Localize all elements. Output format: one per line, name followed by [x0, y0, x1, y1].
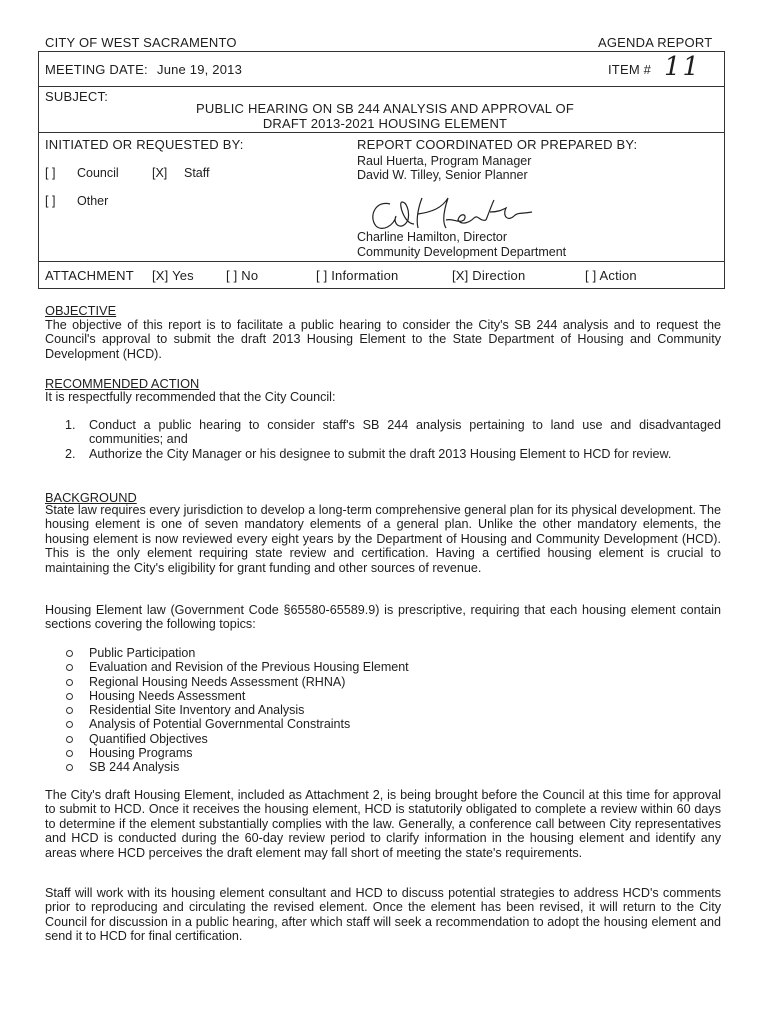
meeting-date-label: MEETING DATE:: [45, 62, 148, 77]
list-item: Quantified Objectives: [65, 732, 409, 746]
city-name: CITY OF WEST SACRAMENTO: [45, 35, 237, 50]
list-item: Regional Housing Needs Assessment (RHNA): [65, 675, 409, 689]
attachment-no: [ ] No: [226, 268, 259, 283]
background-paragraph-2: Housing Element law (Government Code §65580-65589.9) is prescriptive, requiring that each housing element contain sections covering the following topics:: [45, 603, 721, 632]
background-paragraph-4: Staff will work with its housing element consultant and HCD to discuss potential strategies to address HCD's comments prior to reproducing and circulating the revised element. Once the element has been revised, it will return to the City Council for discussion in a public hearing, after which staff will seek a recommendation to adopt the housing element and send it to HCD for final certification.: [45, 886, 721, 944]
subject-label: SUBJECT:: [45, 89, 109, 104]
recommended-action-list: [65, 418, 721, 461]
subject-line-1: PUBLIC HEARING ON SB 244 ANALYSIS AND APPROVAL OF: [195, 101, 575, 116]
objective-heading: OBJECTIVE: [45, 303, 117, 318]
divider: [38, 288, 725, 289]
action-option: [ ] Action: [585, 268, 637, 283]
initiated-label: INITIATED OR REQUESTED BY:: [45, 137, 244, 152]
council-checkbox: [ ]: [45, 166, 56, 180]
director-department: Community Development Department: [357, 245, 567, 259]
background-heading: BACKGROUND: [45, 490, 137, 505]
council-label: Council: [77, 166, 119, 180]
item-label: ITEM #: [608, 62, 652, 77]
recommended-action-intro: It is respectfully recommended that the City Council:: [45, 390, 336, 404]
report-type: AGENDA REPORT: [598, 35, 713, 50]
direction-option: [X] Direction: [452, 268, 526, 283]
item-number: 11: [664, 52, 702, 82]
other-label: Other: [77, 194, 109, 208]
list-item: [65, 447, 721, 461]
list-text: Authorize the City Manager or his designee to submit the draft 2013 Housing Element to HCD for review.: [89, 446, 672, 461]
list-item: Analysis of Potential Governmental Constraints: [65, 717, 409, 731]
preparer-1: Raul Huerta, Program Manager: [357, 154, 532, 168]
background-paragraph-3: The City's draft Housing Element, included as Attachment 2, is being brought before the Council at this time for approval to submit to HCD. Once it receives the housing element, HCD is statutorily obligated to complete a review within 60 days to determine if the element substantially complies with the law. Generally, a conference call between City representatives and HCD is conducted during the 60-day review period to clarify information in the housing element and identify any areas where HCD perceives the draft element may fall short of meeting the state's requirements.: [45, 788, 721, 860]
frame-left: [38, 51, 39, 288]
other-checkbox: [ ]: [45, 194, 56, 208]
divider: [38, 261, 725, 262]
topics-list: [65, 646, 409, 775]
director-name: Charline Hamilton, Director: [357, 230, 508, 244]
list-number: 1.: [65, 418, 76, 432]
list-item: Housing Needs Assessment: [65, 689, 409, 703]
background-paragraph-1: State law requires every jurisdiction to develop a long-term comprehensive general plan for its physical development. The housing element is one of seven mandatory elements of a general plan. Unlike the other mandatory elements, the housing element is now reviewed every eight years by the Department of Housing and Community Development (HCD). This is the only element requiring state review and certification. Having a certified housing element is crucial to maintaining the City's eligibility for grant funding and other sources of revenue.: [45, 503, 721, 575]
list-text: Conduct a public hearing to consider staff's SB 244 analysis pertaining to land use and disadvantaged communities; and: [89, 418, 721, 447]
recommended-action-heading: RECOMMENDED ACTION: [45, 376, 200, 391]
attachment-label: ATTACHMENT: [45, 268, 134, 283]
list-number: 2.: [65, 446, 76, 461]
staff-checkbox: [X]: [152, 166, 168, 180]
divider: [38, 86, 725, 87]
information-option: [ ] Information: [316, 268, 399, 283]
divider: [38, 132, 725, 133]
frame-right: [724, 51, 725, 288]
list-item: Residential Site Inventory and Analysis: [65, 703, 409, 717]
staff-label: Staff: [184, 166, 210, 180]
list-item: [65, 418, 721, 447]
attachment-yes: [X] Yes: [152, 268, 194, 283]
list-item: Evaluation and Revision of the Previous Housing Element: [65, 660, 409, 674]
list-item: Public Participation: [65, 646, 409, 660]
preparer-2: David W. Tilley, Senior Planner: [357, 168, 528, 182]
prepared-label: REPORT COORDINATED OR PREPARED BY:: [357, 137, 638, 152]
list-item: Housing Programs: [65, 746, 409, 760]
meeting-date: June 19, 2013: [157, 62, 243, 77]
divider: [38, 51, 725, 52]
subject-line-2: DRAFT 2013-2021 HOUSING ELEMENT: [262, 116, 508, 131]
objective-text: The objective of this report is to facilitate a public hearing to consider the City's SB 244 analysis and to request the Council's approval to submit the draft 2013 Housing Element to the State Department of Housing and Community Development (HCD).: [45, 318, 721, 361]
list-item: SB 244 Analysis: [65, 760, 409, 774]
